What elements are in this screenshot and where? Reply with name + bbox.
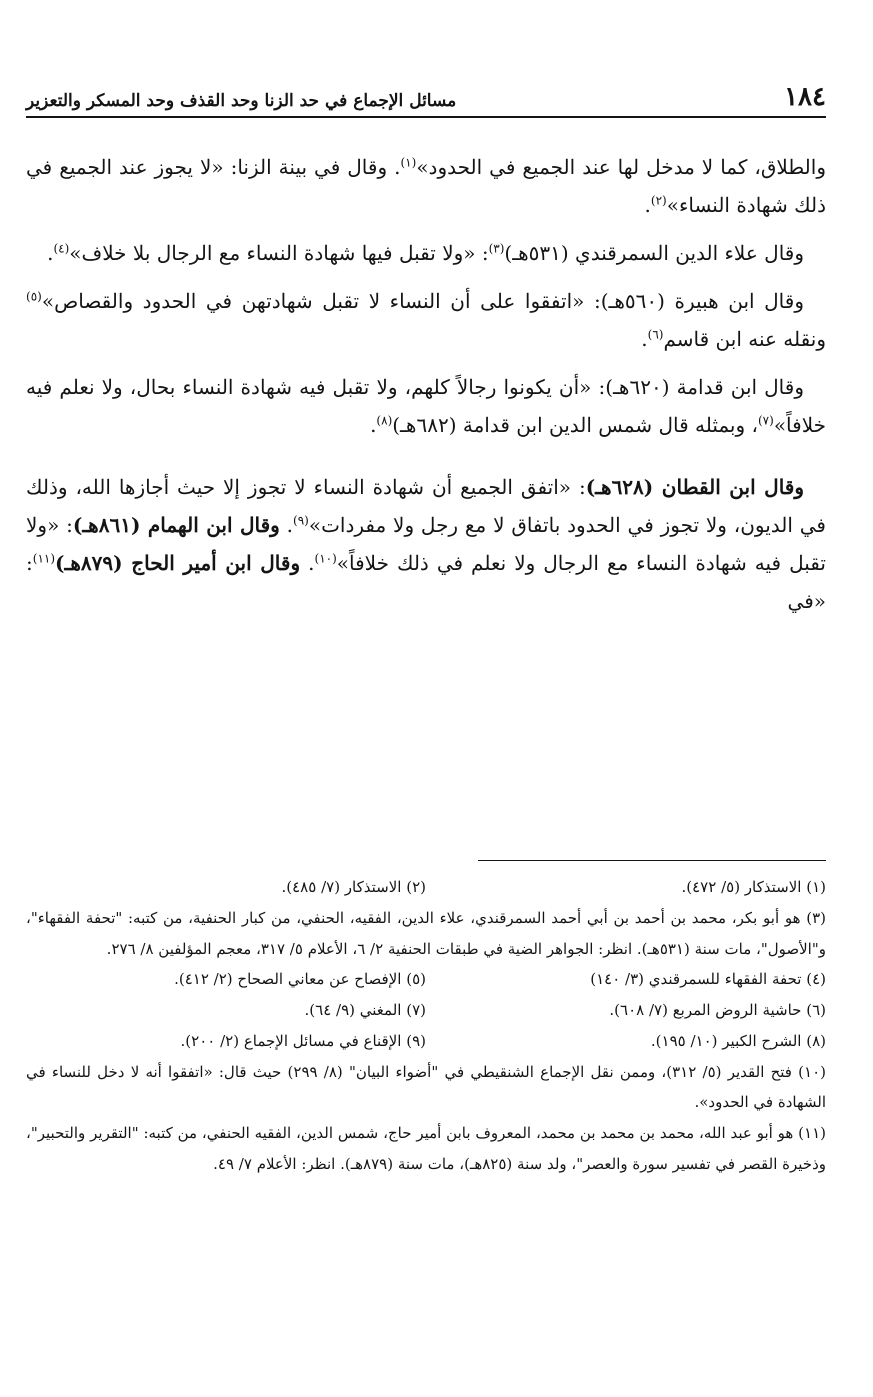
paragraph-4: وقال ابن قدامة (٦٢٠هـ): «أن يكونوا رجالاً كلهم، ولا تقبل فيه شهادة النساء بحال، ولا نعلم فيه خلافاً»$^{(٧)}$، وبمثله قال شمس الدين ابن قدامة (٦٨٢هـ)$^{(٨)}$. [26, 375, 826, 437]
footnote-10: (١٠) فتح القدير (٥/ ٣١٢)، وممن نقل الإجماع الشنقيطي في "أضواء البيان" (٨/ ٢٩٩) حيث قال: «اتفقوا أنه لا دخل للنساء في الشهادة في الحدود». [26, 1062, 826, 1112]
footnote-row [26, 964, 826, 995]
footnote-ref: (٢) [650, 193, 667, 208]
paragraph-5: وقال ابن القطان (٦٢٨هـ): «اتفق الجميع أن شهادة النساء لا تجوز إلا حيث أجازها الله، وذلك في الديون، ولا تجوز في الحدود باتفاق لا مع رجل ولا مفردات»$^{(٩)}$. وقال ابن الهمام (٨٦١هـ): «ولا تقبل فيه شهادة النساء مع الرجال ولا نعلم في ذلك خلافاً»$^{(١٠)}$. وقال ابن أمير الحاج (٨٧٩هـ)$^{(١١)}$: «في [26, 475, 826, 613]
footnote-1: (١) الاستذكار (٥/ ٤٧٢). [681, 878, 826, 896]
footnote-ref: (٣) [488, 241, 505, 256]
footnote-ref: (١١) [32, 551, 56, 566]
running-title: مسائل الإجماع في حد الزنا وحد القذف وحد المسكر والتعزير [26, 91, 457, 111]
footnote-ref: (٥) [26, 289, 42, 304]
footnote-2: (٢) الاستذكار (٧/ ٤٨٥). [281, 878, 426, 896]
page-header [26, 72, 826, 118]
footnote-7: (٧) المغني (٩/ ٦٤). [304, 1001, 426, 1019]
footnote-9: (٩) الإقناع في مسائل الإجماع (٢/ ٢٠٠). [180, 1031, 426, 1050]
footnote-ref: (٤) [53, 241, 70, 256]
paragraph-2: وقال علاء الدين السمرقندي (٥٣١هـ)$^{(٣)}$: «ولا تقبل فيها شهادة النساء مع الرجال بلا خلاف»$^{(٤)}$. [47, 241, 804, 265]
footnote-6: (٦) حاشية الروض المربع (٧/ ٦٠٨). [609, 1001, 826, 1019]
main-text [26, 148, 826, 620]
footnote-ref: (٨) [376, 413, 393, 428]
footnote-ref: (٧) [757, 413, 774, 428]
footnote-5: (٥) الإفصاح عن معاني الصحاح (٢/ ٤١٢). [174, 970, 426, 989]
footnote-11: (١١) هو أبو عبد الله، محمد بن محمد بن محمد، المعروف بابن أمير حاج، شمس الدين، الفقيه الحنفي، من كتبه: "التقرير والتحبير"، وذخيرة القصر في تفسير سورة والعصر"، ولد سنة (٨٢٥هـ)، مات سنة (٨٧٩هـ). انظر: الأعلام ٧/ ٤٩. [26, 1124, 826, 1173]
footnote-3: (٣) هو أبو بكر، محمد بن أحمد بن أبي أحمد السمرقندي، علاء الدين، الفقيه، الحنفي، من كبار الحنفية، من كتبه: "تحفة الفقهاء"، و"الأصول"، مات سنة (٥٣١هـ). انظر: الجواهر الضية في طبقات الحنفية ٢/ ٦، الأعلام ٥/ ٣١٧، معجم المؤلفين ٨/ ٢٧٦. [26, 908, 826, 958]
paragraph-3: وقال ابن هبيرة (٥٦٠هـ): «اتفقوا على أن النساء لا تقبل شهادتهن في الحدود والقصاص»$^{(٥)}$ ونقله عنه ابن قاسم$^{(٦)}$. [26, 289, 826, 351]
footnote-divider [478, 860, 826, 861]
footnote-4: (٤) تحفة الفقهاء للسمرقندي (٣/ ١٤٠) [590, 970, 826, 989]
paragraph-1: والطلاق، كما لا مدخل لها عند الجميع في الحدود»$^{(١)}$. وقال في بينة الزنا: «لا يجوز عند الجميع في ذلك شهادة النساء»$^{(٢)}$. [26, 155, 826, 217]
footnote-ref: (١٠) [314, 551, 337, 566]
footnote-ref: (١) [400, 155, 417, 170]
footnote-ref: (٩) [293, 513, 309, 528]
footnote-row [26, 995, 826, 1026]
footnote-8: (٨) الشرح الكبير (١٠/ ١٩٥). [650, 1031, 826, 1050]
page-number: ١٨٤ [784, 82, 826, 112]
footnotes [26, 872, 826, 1180]
footnote-row [26, 1026, 826, 1057]
footnote-ref: (٦) [647, 327, 664, 342]
footnote-row [26, 872, 826, 903]
